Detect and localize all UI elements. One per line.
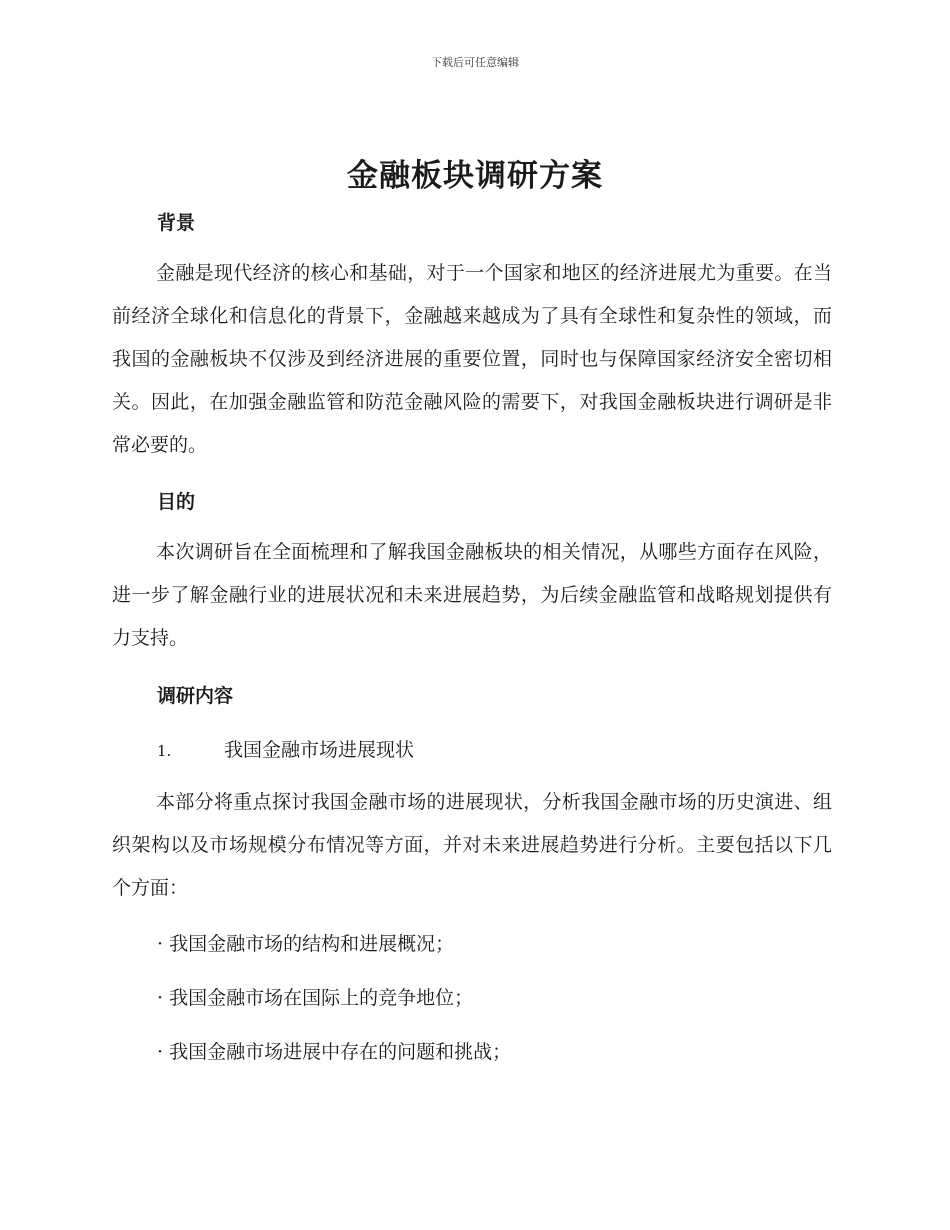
document-title: 金融板块调研方案 [347,158,603,194]
bullet-item: · 我国金融市场在国际上的竞争地位； [157,987,474,1009]
bullet-item: · 我国金融市场进展中存在的问题和挑战； [157,1041,512,1063]
bullet-item: · 我国金融市场的结构和进展概况； [157,933,455,955]
section-heading-purpose: 目的 [157,491,196,513]
item-label: 我国金融市场进展现状 [224,739,415,761]
numbered-item-1 [157,735,414,762]
header-note: 下载后可任意编辑 [431,56,519,69]
paragraph-purpose: 本次调研旨在全面梳理和了解我国金融板块的相关情况，从哪些方面存在风险，进一步了解金融行业的进展状况和未来进展趋势，为后续金融监管和战略规划提供有力支持。 [112,541,832,649]
item-number: 1. [157,742,172,760]
section-heading-content: 调研内容 [157,685,234,707]
paragraph-background: 金融是现代经济的核心和基础，对于一个国家和地区的经济进展尤为重要。在当前经济全球化和信息化的背景下，金融越来越成为了具有全球性和复杂性的领域，而我国的金融板块不仅涉及到经济进展的重要位置，同时也与保障国家经济安全密切相关。因此，在加强金融监管和防范金融风险的需要下，对我国金融板块进行调研是非常必要的。 [112,262,832,456]
section-heading-background: 背景 [157,212,196,234]
paragraph-content: 本部分将重点探讨我国金融市场的进展现状，分析我国金融市场的历史演进、组织架构以及市场规模分布情况等方面，并对未来进展趋势进行分析。主要包括以下几个方面： [112,791,832,899]
